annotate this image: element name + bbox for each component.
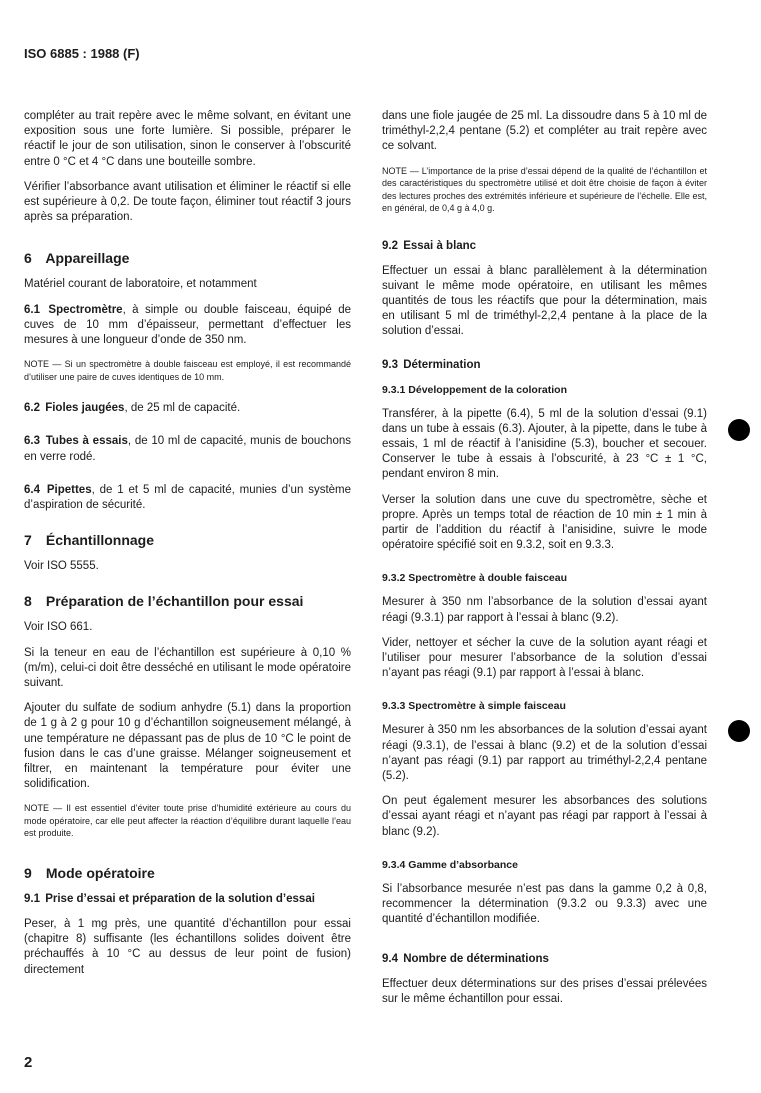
section-9-heading: 9 Mode opératoire	[24, 864, 155, 881]
paragraph: Peser, à 1 mg près, une quantité d’échantillon pour essai (chapitre 8) suffisante (les échantillons solides doivent être préchauffés à 10 °C au dessus de leur point de fusion) directement	[24, 917, 351, 976]
item-6-2: 6.2 Fioles jaugées, de 25 ml de capacité.	[24, 402, 241, 415]
paragraph: Effectuer un essai à blanc parallèlement à la détermination suivant le même mode opératoire, en utilisant les mêmes quantités de tous les réactifs que pour la détermination, mais en utilisant 5 ml de triméthyl-2,2,4 pentane à la place de la solution d’essai.	[382, 264, 707, 338]
section-6-heading: 6 Appareillage	[24, 250, 130, 267]
paragraph: Si la teneur en eau de l’échantillon est supérieure à 0,10 % (m/m), celui-ci doit être desséché en utilisant le mode opératoire suivant.	[24, 646, 351, 690]
section-9-3-heading: 9.3 Détermination	[382, 358, 481, 371]
paragraph: Voir ISO 661.	[24, 621, 93, 634]
paragraph: Mesurer à 350 nm les absorbances de la solution d’essai ayant réagi (9.3.1), de l’essai à blanc (9.2) et de la solution d’essai n’ayant pas réagi (9.1) par rapport au triméthyl-2,2,4 pentane (5.2).	[382, 724, 707, 783]
section-9-1-heading: 9.1 Prise d’essai et préparation de la solution d’essai	[24, 892, 315, 905]
punch-hole	[728, 419, 750, 441]
left-column	[24, 109, 351, 978]
paragraph: Verser la solution dans une cuve du spectromètre, sèche et propre. Après un temps total de réaction de 10 min ± 1 min à partir de l’addition du réactif à l’anisidine, suivre le mode opératoire spécifié soit en 9.3.2, soit en 9.3.3.	[382, 493, 707, 552]
paragraph: Vider, nettoyer et sécher la cuve de la solution ayant réagi et l’utiliser pour mesurer l’absorbance de la solution d’essai n’ayant pas réagi (9.1) par rapport à l’essai à blanc.	[382, 636, 707, 680]
item-6-3: 6.3 Tubes à essais, de 10 ml de capacité, munis de bouchons en verre rodé.	[24, 435, 351, 463]
section-9-3-4-heading: 9.3.4 Gamme d’absorbance	[382, 858, 518, 871]
paragraph: On peut également mesurer les absorbances des solutions d’essai ayant réagi et n’ayant pas réagi par rapport à l’essai à blanc (9.2).	[382, 795, 707, 838]
paragraph: Vérifier l’absorbance avant utilisation et éliminer le réactif si elle est supérieure à 0,2. De toute façon, éliminer tout réactif 3 jours après sa préparation.	[24, 180, 351, 224]
section-8-heading: 8 Préparation de l’échantillon pour essai	[24, 593, 304, 610]
note: NOTE — Il est essentiel d’éviter toute prise d’humidité extérieure au cours du mode opératoire, car elle peut affecter la réaction d’équilibre durant laquelle l’eau est produite.	[24, 803, 351, 839]
item-6-4: 6.4 Pipettes, de 1 et 5 ml de capacité, munies d’un système d’aspiration de sécurité.	[24, 483, 352, 512]
section-9-3-2-heading: 9.3.2 Spectromètre à double faisceau	[382, 572, 568, 585]
item-6-1: 6.1 Spectromètre, à simple ou double faisceau, équipé de cuves de 10 mm d’épaisseur, permettant d’effectuer les mesures à une longueur d’onde de 350 nm.	[24, 303, 351, 347]
section-9-3-1-heading: 9.3.1 Développement de la coloration	[382, 383, 567, 396]
paragraph: Voir ISO 5555.	[24, 560, 99, 573]
page-header: ISO 6885 : 1988 (F)	[24, 46, 140, 61]
note: NOTE — L’importance de la prise d’essai dépend de la qualité de l’échantillon et des caractéristiques du spectromètre utilisé et doit être choisie de façon à éviter des lectures proches des extrémités inférieure et supérieure de l’échelle. Elle est, en général, de 0,4 g à 4,0 g.	[382, 165, 707, 214]
right-column	[382, 109, 707, 1007]
punch-hole	[728, 720, 750, 742]
page-number: 2	[24, 1054, 33, 1071]
paragraph: Effectuer deux déterminations sur des prises d’essai prélevées sur le même échantillon pour essai.	[382, 977, 707, 1005]
section-7-heading: 7 Échantillonnage	[24, 532, 155, 549]
paragraph: compléter au trait repère avec le même solvant, en évitant une exposition sous une forte lumière. Si possible, préparer le réactif le jour de son utilisation, sinon le conserver à l’obscurité entre 0 °C et 4 °C dans une bouteille sombre.	[24, 110, 351, 168]
paragraph: Mesurer à 350 nm l’absorbance de la solution d’essai ayant réagi (9.3.1) par rapport à l’essai à blanc (9.2).	[382, 596, 707, 624]
section-9-4-heading: 9.4 Nombre de déterminations	[382, 952, 549, 965]
section-9-2-heading: 9.2 Essai à blanc	[382, 239, 477, 252]
section-9-3-3-heading: 9.3.3 Spectromètre à simple faisceau	[382, 700, 566, 713]
note: NOTE — Si un spectromètre à double faisceau est employé, il est recommandé d’utiliser une paire de cuves identiques de 10 mm.	[24, 359, 351, 382]
paragraph: Transférer, à la pipette (6.4), 5 ml de la solution d’essai (9.1) dans un tube à essais (6.3). Ajouter, à la pipette, dans le tube à essais, 1 ml de réactif à l’anisidine (5.3), boucher et secouer. Conserver le tube à essais à l’obscurité, à 23 °C ± 1 °C, pendant environ 8 min.	[382, 407, 707, 481]
paragraph: Si l’absorbance mesurée n’est pas dans la gamme 0,2 à 0,8, recommencer la détermination (9.3.2 ou 9.3.3) avec une quantité d’échantillon modifiée.	[382, 882, 707, 926]
paragraph: Ajouter du sulfate de sodium anhydre (5.1) dans la proportion de 1 g à 2 g pour 10 g d’échantillon soigneusement mélangé, à une température ne dépassant pas de plus de 10 °C le point de fusion dans le cas d’une graisse. Mélanger soigneusement et filtrer, en maintenant la température pour éviter une solidification.	[24, 702, 351, 791]
paragraph: Matériel courant de laboratoire, et notamment	[24, 278, 257, 291]
paragraph: dans une fiole jaugée de 25 ml. La dissoudre dans 5 à 10 ml de triméthyl-2,2,4 pentane (5.2) et compléter au trait repère avec ce solvant.	[382, 110, 707, 153]
